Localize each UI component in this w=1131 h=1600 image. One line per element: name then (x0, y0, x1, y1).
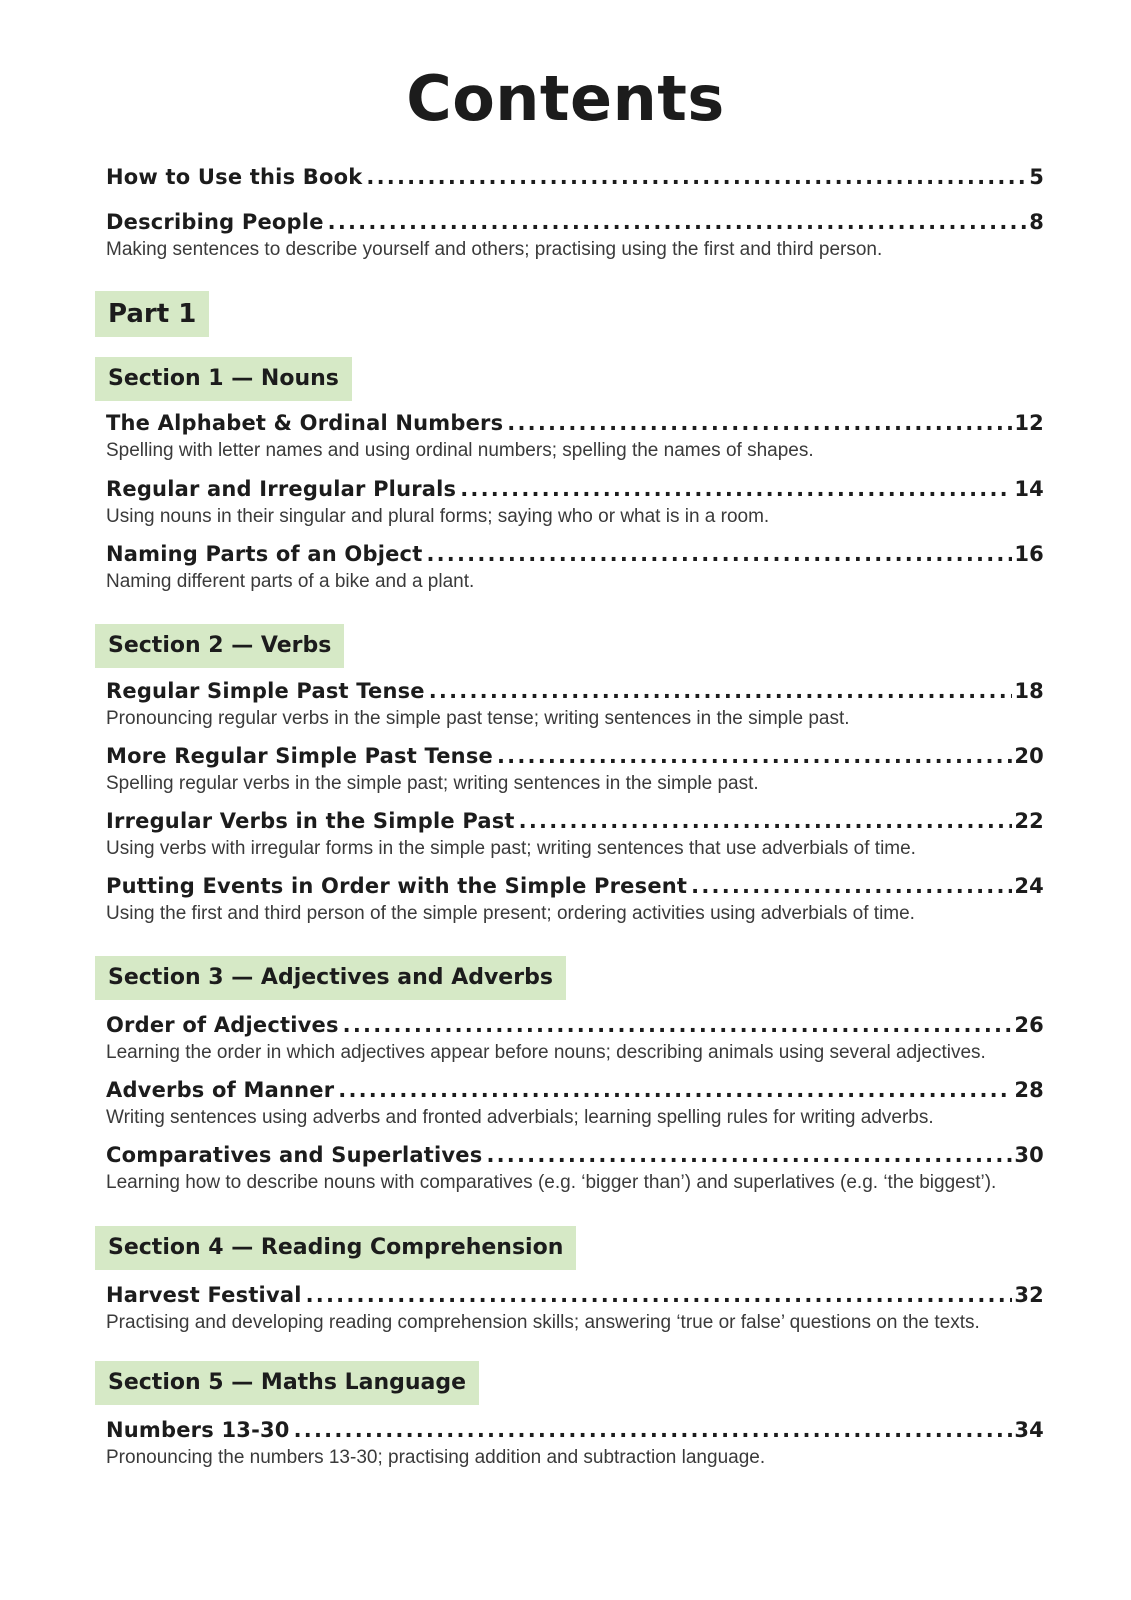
entry-description: Using verbs with irregular forms in the simple past; writing sentences that use adverbials of time. (106, 838, 916, 859)
toc-entry[interactable] (106, 676, 1044, 732)
entry-description: Naming different parts of a bike and a plant. (106, 571, 475, 592)
entry-title: How to Use this Book (106, 165, 363, 189)
entry-title: Harvest Festival (106, 1283, 302, 1307)
dot-leader (306, 1280, 1013, 1310)
dot-leader (460, 474, 1012, 504)
entry-description: Learning the order in which adjectives appear before nouns; describing animals using several adjectives. (106, 1042, 986, 1063)
entry-title: Order of Adjectives (106, 1013, 339, 1037)
entry-page-number: 32 (1014, 1283, 1044, 1307)
section-heading: Section 2 — Verbs (95, 624, 344, 668)
entry-title: Comparatives and Superlatives (106, 1143, 483, 1167)
entry-description: Spelling with letter names and using ordinal numbers; spelling the names of shapes. (106, 440, 814, 461)
toc-entry[interactable] (106, 539, 1044, 595)
part-heading: Part 1 (95, 291, 209, 337)
dot-leader (507, 408, 1012, 438)
entry-page-number: 28 (1014, 1078, 1044, 1102)
entry-description: Making sentences to describe yourself and others; practising using the first and third person. (106, 239, 883, 260)
dot-leader (366, 162, 1027, 192)
dot-leader (343, 1010, 1013, 1040)
entry-description: Writing sentences using adverbs and fronted adverbials; learning spelling rules for writing adverbs. (106, 1107, 934, 1128)
toc-entry[interactable] (106, 1415, 1044, 1471)
dot-leader (294, 1415, 1013, 1445)
dot-leader (328, 207, 1028, 237)
entry-page-number: 8 (1029, 210, 1044, 234)
entry-page-number: 18 (1014, 679, 1044, 703)
dot-leader (691, 871, 1012, 901)
dot-leader (338, 1075, 1012, 1105)
entry-page-number: 5 (1029, 165, 1044, 189)
toc-entry[interactable] (106, 806, 1044, 862)
section-heading: Section 5 — Maths Language (95, 1361, 479, 1405)
page-title: Contents (406, 62, 725, 135)
entry-description: Pronouncing the numbers 13-30; practising addition and subtraction language. (106, 1447, 766, 1468)
entry-description: Learning how to describe nouns with comparatives (e.g. ‘bigger than’) and superlatives (e.g. ‘the biggest’). (106, 1172, 997, 1193)
dot-leader (426, 539, 1012, 569)
entry-title: Adverbs of Manner (106, 1078, 335, 1102)
entry-page-number: 12 (1014, 411, 1044, 435)
section-heading: Section 1 — Nouns (95, 357, 352, 401)
toc-entry[interactable] (106, 1280, 1044, 1336)
entry-title: Naming Parts of an Object (106, 542, 423, 566)
entry-title: Describing People (106, 210, 324, 234)
dot-leader (497, 741, 1012, 771)
toc-entry[interactable] (106, 1010, 1044, 1066)
entry-page-number: 26 (1014, 1013, 1044, 1037)
entry-page-number: 14 (1014, 477, 1044, 501)
toc-entry[interactable] (106, 207, 1044, 263)
entry-title: Regular and Irregular Plurals (106, 477, 457, 501)
entry-description: Practising and developing reading comprehension skills; answering ‘true or false’ questions on the texts. (106, 1312, 980, 1333)
section-heading: Section 3 — Adjectives and Adverbs (95, 956, 566, 1000)
dot-leader (486, 1140, 1012, 1170)
entry-page-number: 34 (1014, 1418, 1044, 1442)
section-heading: Section 4 — Reading Comprehension (95, 1226, 576, 1270)
entry-title: Numbers 13-30 (106, 1418, 290, 1442)
toc-entry[interactable] (106, 162, 1044, 192)
toc-entry[interactable] (106, 408, 1044, 464)
dot-leader (429, 676, 1013, 706)
entry-title: Putting Events in Order with the Simple Present (106, 874, 688, 898)
entry-description: Using nouns in their singular and plural forms; saying who or what is in a room. (106, 506, 770, 527)
entry-title: Regular Simple Past Tense (106, 679, 425, 703)
entry-page-number: 22 (1014, 809, 1044, 833)
toc-entry[interactable] (106, 871, 1044, 927)
entry-title: The Alphabet & Ordinal Numbers (106, 411, 504, 435)
dot-leader (519, 806, 1013, 836)
entry-page-number: 20 (1014, 744, 1044, 768)
entry-description: Pronouncing regular verbs in the simple past tense; writing sentences in the simple past. (106, 708, 850, 729)
toc-entry[interactable] (106, 1140, 1044, 1196)
entry-description: Spelling regular verbs in the simple past; writing sentences in the simple past. (106, 773, 759, 794)
entry-page-number: 24 (1014, 874, 1044, 898)
toc-entry[interactable] (106, 1075, 1044, 1131)
toc-entry[interactable] (106, 474, 1044, 530)
entry-description: Using the first and third person of the simple present; ordering activities using adverbials of time. (106, 903, 915, 924)
entry-title: More Regular Simple Past Tense (106, 744, 493, 768)
entry-title: Irregular Verbs in the Simple Past (106, 809, 515, 833)
toc-entry[interactable] (106, 741, 1044, 797)
entry-page-number: 30 (1014, 1143, 1044, 1167)
entry-page-number: 16 (1014, 542, 1044, 566)
